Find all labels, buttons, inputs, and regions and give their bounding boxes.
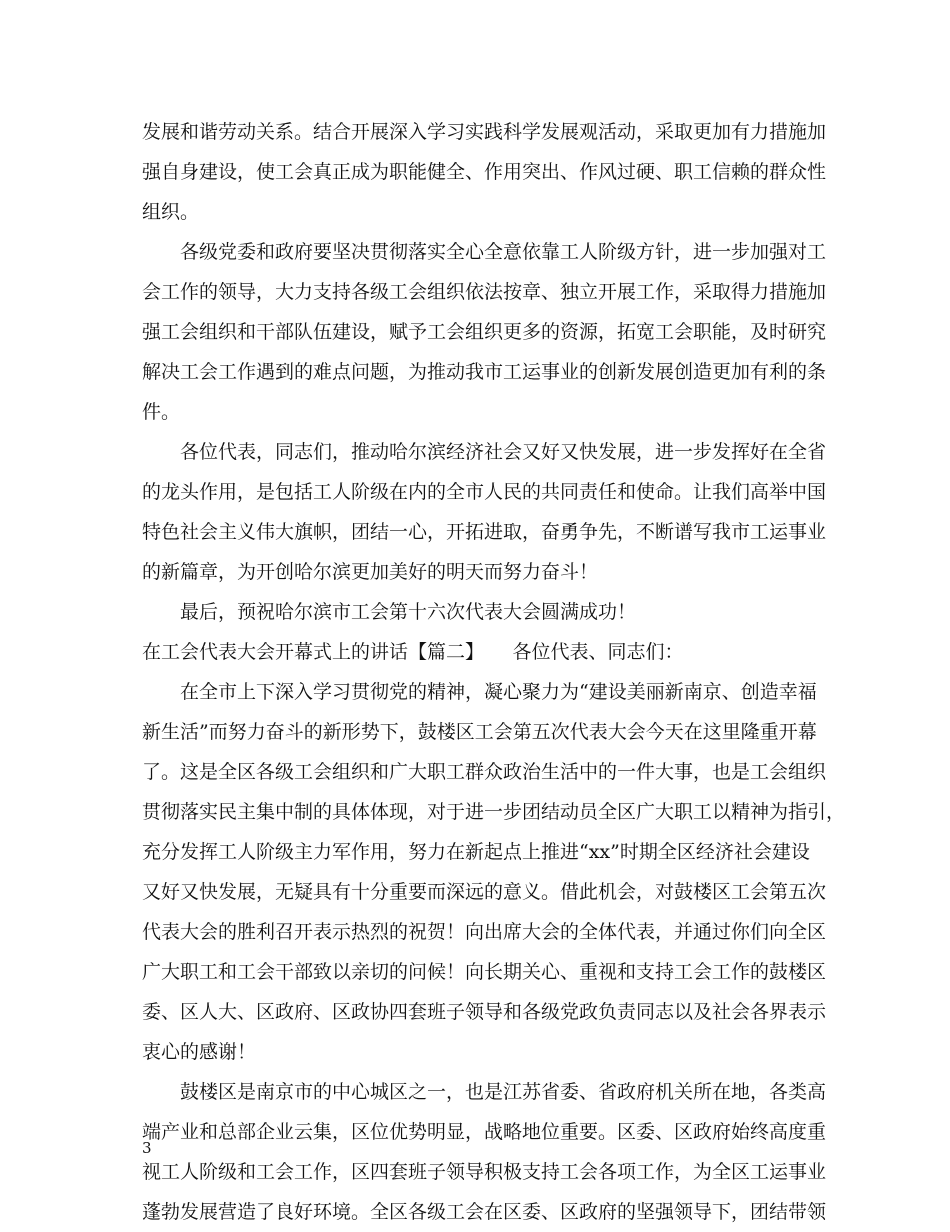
text-line: 件。 — [142, 401, 181, 423]
text-line: 了。这是全区各级工会组织和广大职工群众政治生活中的一件大事，也是工会组织 — [142, 761, 827, 783]
text-line: 蓬勃发展营造了良好环境。全区各级工会在区委、区政府的坚强领导下，团结带领 — [142, 1201, 827, 1223]
text-line: 又好又快发展，无疑具有十分重要而深远的意义。借此机会，对鼓楼区工会第五次 — [142, 881, 827, 903]
text-line: 广大职工和工会干部致以亲切的问候！向长期关心、重视和支持工会工作的鼓楼区 — [142, 961, 827, 983]
text-line: 会工作的领导，大力支持各级工会组织依法按章、独立开展工作，采取得力措施加 — [142, 281, 827, 303]
text-line: 代表大会的胜利召开表示热烈的祝贺！向出席大会的全体代表，并通过你们向全区 — [142, 921, 827, 943]
section-heading: 在工会代表大会开幕式上的讲话【篇二】 各位代表、同志们： — [142, 641, 684, 663]
text-line: 解决工会工作遇到的难点问题，为推动我市工运事业的创新发展创造更加有利的条 — [142, 361, 827, 383]
text-line: 特色社会主义伟大旗帜，团结一心，开拓进取，奋勇争先，不断谱写我市工运事业 — [142, 521, 827, 543]
text-line: 视工人阶级和工会工作，区四套班子领导积极支持工会各项工作，为全区工运事业 — [142, 1161, 827, 1183]
text-line: 的新篇章，为开创哈尔滨更加美好的明天而努力奋斗！ — [142, 561, 599, 583]
page-number: 3 — [142, 1139, 152, 1157]
text-line: 充分发挥工人阶级主力军作用，努力在新起点上推进“xx”时期全区经济社会建设 — [142, 841, 810, 863]
text-line: 各级党委和政府要坚决贯彻落实全心全意依靠工人阶级方针，进一步加强对工 — [180, 241, 827, 263]
text-line: 各位代表，同志们，推动哈尔滨经济社会又好又快发展，进一步发挥好在全省 — [180, 441, 827, 463]
body-text — [142, 112, 846, 1232]
text-line: 鼓楼区是南京市的中心城区之一，也是江苏省委、省政府机关所在地，各类高 — [180, 1081, 827, 1103]
text-line: 组织。 — [142, 201, 200, 223]
text-line: 端产业和总部企业云集，区位优势明显，战略地位重要。区委、区政府始终高度重 — [142, 1121, 827, 1143]
text-line: 发展和谐劳动关系。结合开展深入学习实践科学发展观活动，采取更加有力措施加 — [142, 121, 827, 143]
text-line: 的龙头作用，是包括工人阶级在内的全市人民的共同责任和使命。让我们高举中国 — [142, 481, 827, 503]
text-line: 贯彻落实民主集中制的具体体现，对于进一步团结动员全区广大职工以精神为指引， — [142, 801, 846, 823]
text-line: 新生活”而努力奋斗的新形势下，鼓楼区工会第五次代表大会今天在这里隆重开幕 — [142, 721, 817, 743]
text-line: 强自身建设，使工会真正成为职能健全、作用突出、作风过硬、职工信赖的群众性 — [142, 161, 827, 183]
text-line: 强工会组织和干部队伍建设，赋予工会组织更多的资源，拓宽工会职能，及时研究 — [142, 321, 827, 343]
text-line: 在全市上下深入学习贯彻党的精神，凝心聚力为“建设美丽新南京、创造幸福 — [180, 681, 817, 703]
text-line: 衷心的感谢！ — [142, 1041, 257, 1063]
text-line: 最后，预祝哈尔滨市工会第十六次代表大会圆满成功！ — [180, 601, 637, 623]
text-line: 委、区人大、区政府、区政协四套班子领导和各级党政负责同志以及社会各界表示 — [142, 1001, 827, 1023]
